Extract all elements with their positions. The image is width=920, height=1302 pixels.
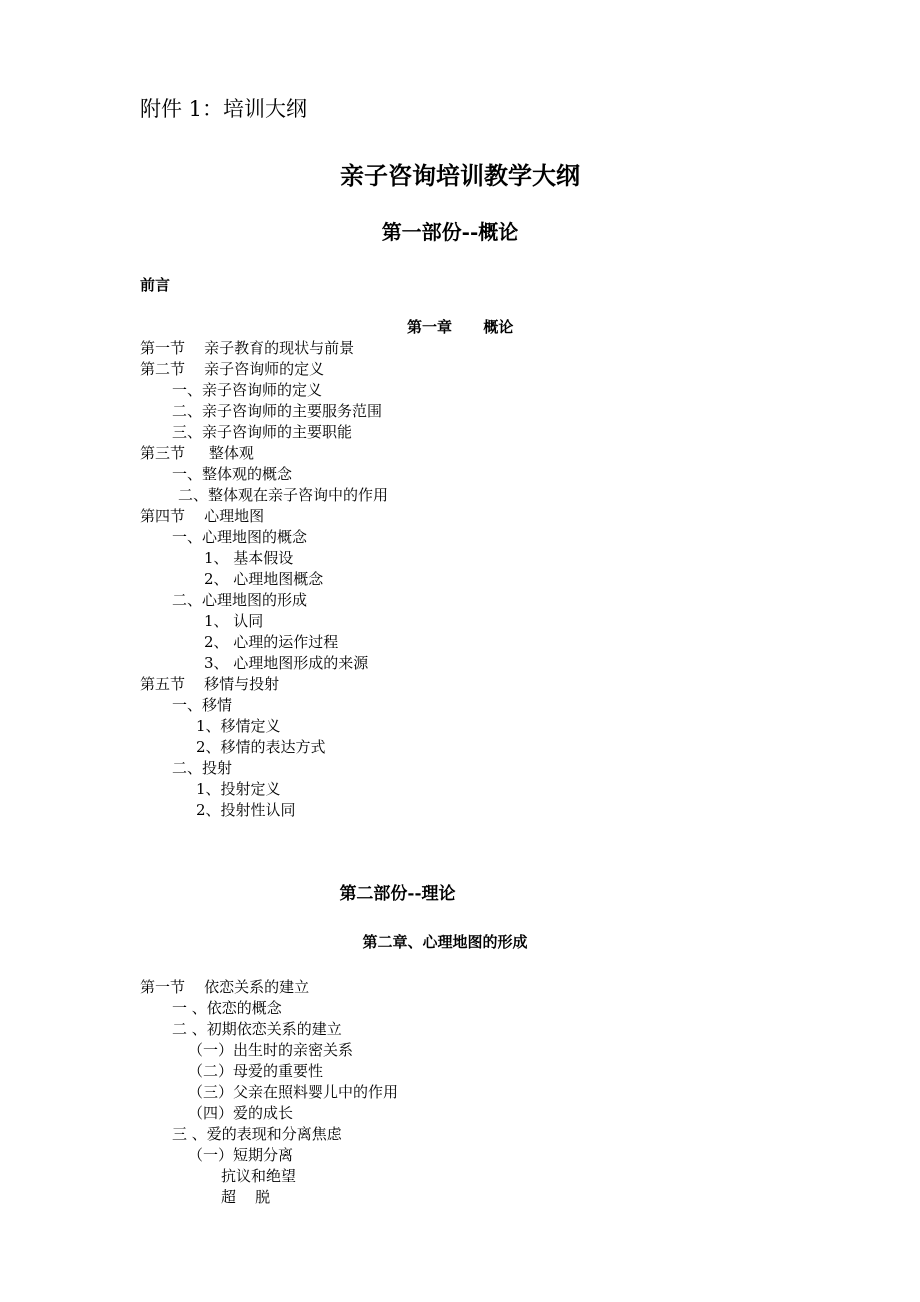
- part-two-heading: 第二部份--理论: [339, 884, 456, 904]
- outline-item: （四）爱的成长: [188, 1104, 294, 1122]
- chapter-one-heading: 第一章 概论: [407, 318, 514, 336]
- outline-item: 三、亲子咨询师的主要职能: [172, 423, 353, 441]
- outline-item: 二、投射: [172, 759, 233, 777]
- outline-item: 一、心理地图的概念: [172, 528, 308, 546]
- outline-item: 1、投射定义: [196, 780, 281, 798]
- outline-item: （三）父亲在照料婴儿中的作用: [188, 1083, 399, 1101]
- outline-item: 1、移情定义: [196, 717, 281, 735]
- outline-item: 2、投射性认同: [196, 801, 296, 819]
- outline-item: 1、 认同: [204, 612, 264, 630]
- part-one-heading: 第一部份--概论: [381, 220, 519, 244]
- outline-item: 二、整体观在亲子咨询中的作用: [178, 486, 389, 504]
- outline-item: 三 、爱的表现和分离焦虑: [172, 1125, 342, 1143]
- outline-item: 3、 心理地图形成的来源: [204, 654, 369, 672]
- outline-item: 1、 基本假设: [204, 549, 294, 567]
- outline-item: 2、 心理地图概念: [204, 570, 324, 588]
- outline-item: 2、移情的表达方式: [196, 738, 326, 756]
- document-title: 亲子咨询培训教学大纲: [340, 161, 580, 190]
- outline-item: 超 脱: [221, 1188, 271, 1206]
- outline-item: （一）短期分离: [188, 1146, 294, 1164]
- outline-item: 二、亲子咨询师的主要服务范围: [172, 402, 383, 420]
- chapter-two-heading: 第二章、心理地图的形成: [362, 933, 528, 951]
- outline-item: 一、整体观的概念: [172, 465, 293, 483]
- outline-item: 第五节 移情与投射: [140, 675, 280, 693]
- outline-item: 第一节 亲子教育的现状与前景: [140, 339, 355, 357]
- outline-item: 第二节 亲子咨询师的定义: [140, 360, 325, 378]
- outline-item: 2、 心理的运作过程: [204, 633, 339, 651]
- outline-item: 二、心理地图的形成: [172, 591, 308, 609]
- outline-item: 一、亲子咨询师的定义: [172, 381, 323, 399]
- outline-item: （二）母爱的重要性: [188, 1062, 324, 1080]
- outline-item: 抗议和绝望: [221, 1167, 297, 1185]
- outline-item: 第四节 心理地图: [140, 507, 265, 525]
- outline-item: 二 、初期依恋关系的建立: [172, 1020, 342, 1038]
- outline-item: （一）出生时的亲密关系: [188, 1041, 354, 1059]
- outline-item: 一、移情: [172, 696, 233, 714]
- outline-item: 第三节 整体观: [140, 444, 254, 462]
- outline-item: 第一节 依恋关系的建立: [140, 978, 310, 996]
- preface-heading: 前言: [140, 276, 171, 294]
- outline-item: 一 、依恋的概念: [172, 999, 282, 1017]
- attachment-label: 附件 1：培训大纲: [140, 97, 308, 121]
